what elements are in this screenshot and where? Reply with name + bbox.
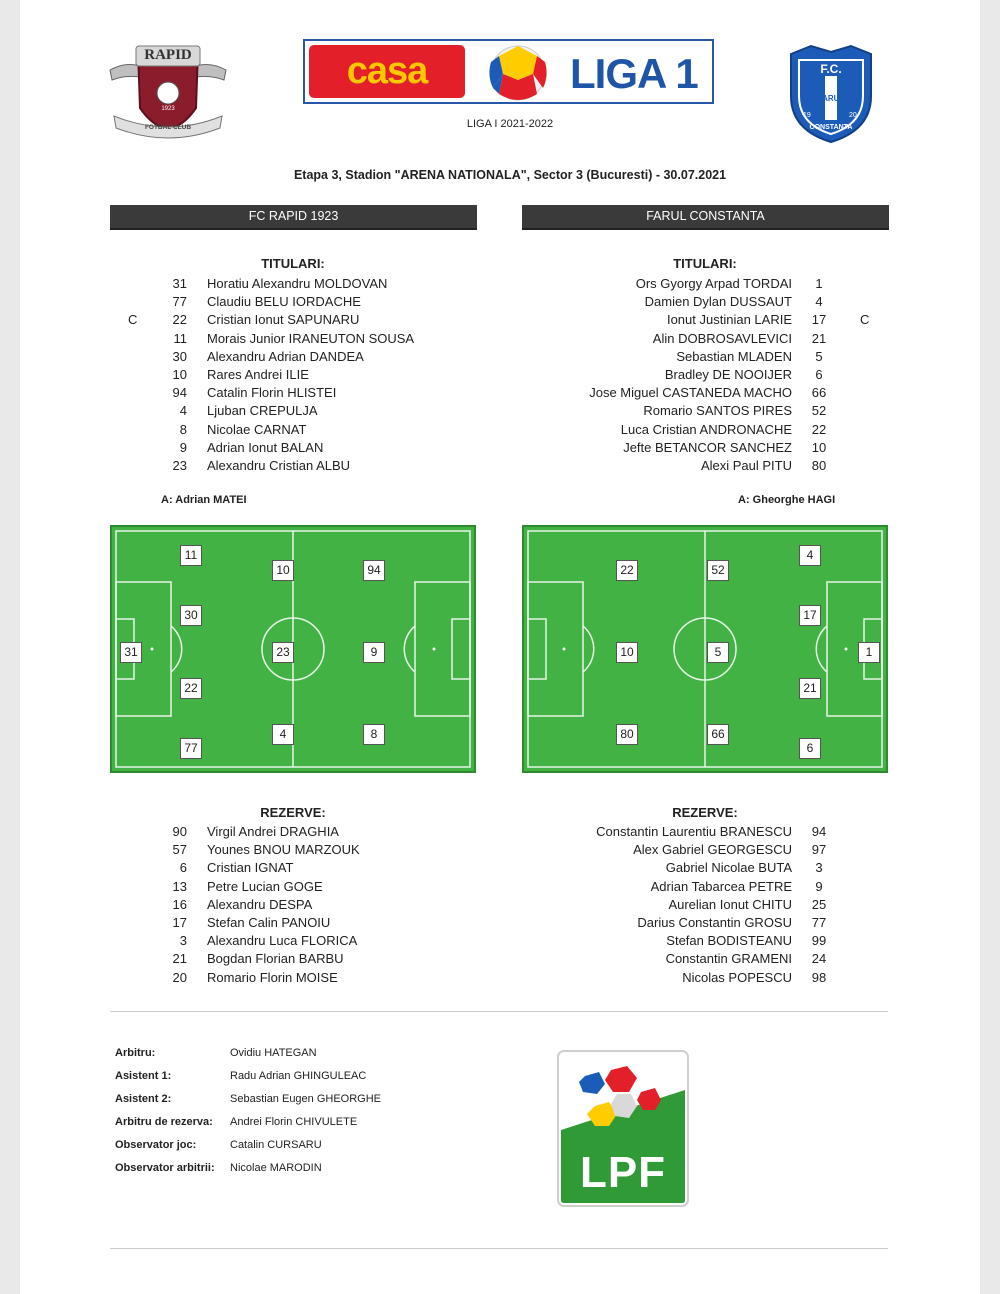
away-player-row bbox=[20, 859, 980, 877]
player-number: 10 bbox=[811, 439, 827, 455]
player-number: 23 bbox=[172, 458, 187, 473]
player-name: Rares Andrei ILIE bbox=[207, 367, 309, 382]
official-label: Observator arbitrii: bbox=[115, 1162, 215, 1174]
away-player-row bbox=[20, 439, 980, 457]
season-label: LIGA I 2021-2022 bbox=[466, 118, 554, 130]
player-name: Virgil Andrei DRAGHIA bbox=[207, 824, 339, 839]
player-name: Cristian Ionut SAPUNARU bbox=[207, 312, 360, 328]
player-name: Alexandru DESPA bbox=[207, 896, 313, 912]
rapid-logo-subtitle: FOTBAL CLUB bbox=[144, 124, 192, 131]
lineup-sheet bbox=[20, 0, 980, 1294]
liga1-logo-text: LIGA 1 bbox=[570, 50, 698, 97]
player-number: 90 bbox=[172, 824, 187, 839]
player-number: 16 bbox=[172, 896, 187, 912]
player-name: Constantin Laurentiu BRANESCU bbox=[596, 824, 792, 839]
formation-player-box: 9 bbox=[363, 642, 385, 663]
captain-mark: C bbox=[128, 312, 138, 328]
lpf-logo bbox=[557, 1050, 689, 1207]
player-number: 17 bbox=[811, 312, 827, 328]
formation-player-box: 11 bbox=[180, 545, 202, 566]
player-name: Alexi Paul PITU bbox=[700, 458, 792, 473]
player-name: Damien Dylan DUSSAUT bbox=[644, 294, 792, 310]
player-name: Romario Florin MOISE bbox=[207, 969, 338, 985]
rapid-logo bbox=[108, 38, 228, 153]
official-name: Ovidiu HATEGAN bbox=[230, 1047, 317, 1059]
player-number: 21 bbox=[811, 330, 827, 346]
player-name: Stefan Calin PANOIU bbox=[207, 915, 331, 930]
formation-player-box: 4 bbox=[799, 545, 821, 566]
player-name: Luca Cristian ANDRONACHE bbox=[620, 421, 792, 437]
away-player-row bbox=[20, 841, 980, 859]
player-name: Alexandru Adrian DANDEA bbox=[207, 348, 364, 364]
player-number: 22 bbox=[172, 312, 187, 328]
ball-icon bbox=[475, 44, 561, 102]
player-name: Petre Lucian GOGE bbox=[207, 878, 323, 894]
player-name: Alexandru Cristian ALBU bbox=[207, 458, 351, 473]
away-player-row bbox=[20, 421, 980, 439]
player-number: 17 bbox=[172, 915, 187, 930]
home-pitch bbox=[110, 525, 476, 773]
player-number: 21 bbox=[172, 951, 187, 967]
player-name: Bradley DE NOOIJER bbox=[664, 367, 792, 382]
rapid-logo-year: 1923 bbox=[161, 106, 175, 112]
home-team-bar: FC RAPID 1923 bbox=[110, 205, 477, 230]
lpf-logo-text: LPF bbox=[579, 1148, 667, 1197]
player-number: 8 bbox=[179, 421, 187, 437]
player-number: 5 bbox=[815, 348, 823, 364]
player-number: 20 bbox=[172, 969, 187, 985]
home-reserves-title: REZERVE: bbox=[260, 805, 326, 820]
rapid-logo-title: RAPID bbox=[144, 47, 192, 63]
formation-player-box: 30 bbox=[180, 605, 202, 626]
official-label: Observator joc: bbox=[115, 1139, 197, 1151]
player-number: 10 bbox=[172, 367, 187, 382]
formation-player-box: 17 bbox=[799, 605, 821, 626]
player-name: Constantin GRAMENI bbox=[665, 951, 792, 967]
player-number: 98 bbox=[811, 969, 827, 985]
player-number: 97 bbox=[811, 842, 827, 858]
player-name: Nicolas POPESCU bbox=[682, 969, 792, 985]
player-name: Adrian Tabarcea PETRE bbox=[650, 878, 792, 894]
official-name: Radu Adrian GHINGULEAC bbox=[230, 1070, 367, 1082]
farul-logo-year-right: 20 bbox=[849, 112, 857, 119]
player-name: Alex Gabriel GEORGESCU bbox=[633, 842, 792, 858]
away-player-row bbox=[20, 311, 980, 329]
formation-player-box: 22 bbox=[180, 678, 202, 699]
player-name: Alin DOBROSAVLEVICI bbox=[652, 330, 792, 346]
official-label: Arbitru de rezerva: bbox=[115, 1116, 213, 1128]
casa-logo-text: casa bbox=[309, 45, 465, 98]
player-number: 3 bbox=[815, 860, 823, 876]
player-number: 11 bbox=[173, 330, 187, 346]
formation-player-box: 1 bbox=[858, 642, 880, 663]
official-name: Nicolae MARODIN bbox=[230, 1162, 322, 1174]
home-coach: A: Adrian MATEI bbox=[161, 494, 247, 506]
player-name: Cristian IGNAT bbox=[207, 860, 294, 876]
official-name: Andrei Florin CHIVULETE bbox=[230, 1116, 358, 1128]
formation-player-box: 66 bbox=[707, 724, 729, 745]
away-reserves-title: REZERVE: bbox=[672, 805, 738, 820]
farul-logo-name: FARUL bbox=[817, 94, 845, 103]
player-number: 9 bbox=[179, 439, 187, 455]
away-player-row bbox=[20, 932, 980, 950]
formation-player-box: 5 bbox=[707, 642, 729, 663]
player-name: Horatiu Alexandru MOLDOVAN bbox=[207, 276, 388, 291]
formation-player-box: 77 bbox=[180, 738, 202, 759]
away-starters-title: TITULARI: bbox=[673, 256, 737, 271]
player-name: Nicolae CARNAT bbox=[207, 421, 307, 437]
away-pitch bbox=[522, 525, 888, 773]
player-number: 4 bbox=[179, 403, 187, 419]
formation-player-box: 52 bbox=[707, 560, 729, 581]
player-number: 22 bbox=[811, 421, 827, 437]
away-player-row bbox=[20, 896, 980, 914]
away-player-row bbox=[20, 950, 980, 968]
player-number: 77 bbox=[172, 294, 187, 310]
player-name: Jose Miguel CASTANEDA MACHO bbox=[589, 385, 792, 401]
captain-mark: C bbox=[860, 312, 870, 328]
formation-player-box: 6 bbox=[799, 738, 821, 759]
player-number: 66 bbox=[811, 385, 827, 401]
away-coach: A: Gheorghe HAGI bbox=[738, 494, 836, 506]
player-number: 94 bbox=[172, 385, 187, 401]
away-player-row bbox=[20, 969, 980, 987]
away-team-bar: FARUL CONSTANTA bbox=[522, 205, 889, 230]
away-player-row bbox=[20, 348, 980, 366]
home-starters-title: TITULARI: bbox=[261, 256, 325, 271]
player-name: Bogdan Florian BARBU bbox=[207, 951, 344, 967]
away-player-row bbox=[20, 914, 980, 932]
player-number: 80 bbox=[811, 458, 827, 473]
player-name: Ors Gyorgy Arpad TORDAI bbox=[635, 276, 792, 291]
player-name: Stefan BODISTEANU bbox=[666, 933, 792, 949]
casa-liga1-logo bbox=[303, 39, 714, 104]
player-number: 6 bbox=[815, 367, 823, 382]
official-name: Sebastian Eugen GHEORGHE bbox=[230, 1093, 382, 1105]
player-name: Romario SANTOS PIRES bbox=[643, 403, 792, 419]
player-name: Morais Junior IRANEUTON SOUSA bbox=[207, 330, 415, 346]
player-number: 99 bbox=[811, 933, 827, 949]
away-player-row bbox=[20, 293, 980, 311]
player-name: Ljuban CREPULJA bbox=[207, 403, 318, 419]
player-name: Aurelian Ionut CHITU bbox=[668, 896, 792, 912]
away-player-row bbox=[20, 275, 980, 293]
official-name: Catalin CURSARU bbox=[230, 1139, 322, 1151]
farul-logo-year-left: 19 bbox=[803, 112, 811, 119]
player-name: Adrian Ionut BALAN bbox=[207, 439, 324, 455]
player-number: 3 bbox=[179, 933, 187, 949]
player-number: 9 bbox=[815, 878, 823, 894]
player-number: 77 bbox=[811, 915, 827, 930]
formation-player-box: 23 bbox=[272, 642, 294, 663]
official-label: Asistent 2: bbox=[115, 1093, 172, 1105]
player-number: 52 bbox=[811, 403, 827, 419]
player-number: 6 bbox=[179, 860, 187, 876]
player-name: Catalin Florin HLISTEI bbox=[207, 385, 337, 401]
farul-logo bbox=[787, 44, 875, 144]
player-name: Sebastian MLADEN bbox=[676, 348, 792, 364]
player-number: 31 bbox=[172, 276, 187, 291]
player-number: 13 bbox=[172, 878, 187, 894]
formation-player-box: 21 bbox=[799, 678, 821, 699]
formation-player-box: 4 bbox=[272, 724, 294, 745]
formation-player-box: 8 bbox=[363, 724, 385, 745]
player-number: 1 bbox=[815, 276, 823, 291]
official-label: Arbitru: bbox=[115, 1047, 156, 1059]
match-info: Etapa 3, Stadion "ARENA NATIONALA", Sector 3 (Bucuresti) - 30.07.2021 bbox=[293, 168, 727, 182]
away-player-row bbox=[20, 402, 980, 420]
away-player-row bbox=[20, 330, 980, 348]
official-label: Asistent 1: bbox=[115, 1070, 172, 1082]
player-number: 94 bbox=[811, 824, 827, 839]
farul-logo-fc: F.C. bbox=[820, 62, 842, 76]
player-name: Younes BNOU MARZOUK bbox=[207, 842, 360, 858]
player-name: Ionut Justinian LARIE bbox=[666, 312, 792, 328]
formation-player-box: 80 bbox=[616, 724, 638, 745]
player-name: Alexandru Luca FLORICA bbox=[207, 933, 358, 949]
away-player-row bbox=[20, 878, 980, 896]
formation-player-box: 22 bbox=[616, 560, 638, 581]
player-name: Claudiu BELU IORDACHE bbox=[207, 294, 361, 310]
player-number: 4 bbox=[815, 294, 823, 310]
away-player-row bbox=[20, 366, 980, 384]
player-number: 24 bbox=[811, 951, 827, 967]
player-name: Darius Constantin GROSU bbox=[637, 915, 792, 930]
divider-bottom bbox=[110, 1248, 888, 1249]
player-name: Jefte BETANCOR SANCHEZ bbox=[623, 439, 792, 455]
formation-player-box: 94 bbox=[363, 560, 385, 581]
formation-player-box: 10 bbox=[616, 642, 638, 663]
player-number: 25 bbox=[811, 896, 827, 912]
formation-player-box: 31 bbox=[120, 642, 142, 663]
player-number: 57 bbox=[172, 842, 187, 858]
player-name: Gabriel Nicolae BUTA bbox=[665, 860, 792, 876]
away-player-row bbox=[20, 823, 980, 841]
away-player-row bbox=[20, 457, 980, 475]
player-number: 30 bbox=[172, 348, 187, 364]
away-player-row bbox=[20, 384, 980, 402]
divider-top bbox=[110, 1011, 888, 1012]
farul-logo-city: CONSTANTA bbox=[809, 124, 853, 131]
formation-player-box: 10 bbox=[272, 560, 294, 581]
